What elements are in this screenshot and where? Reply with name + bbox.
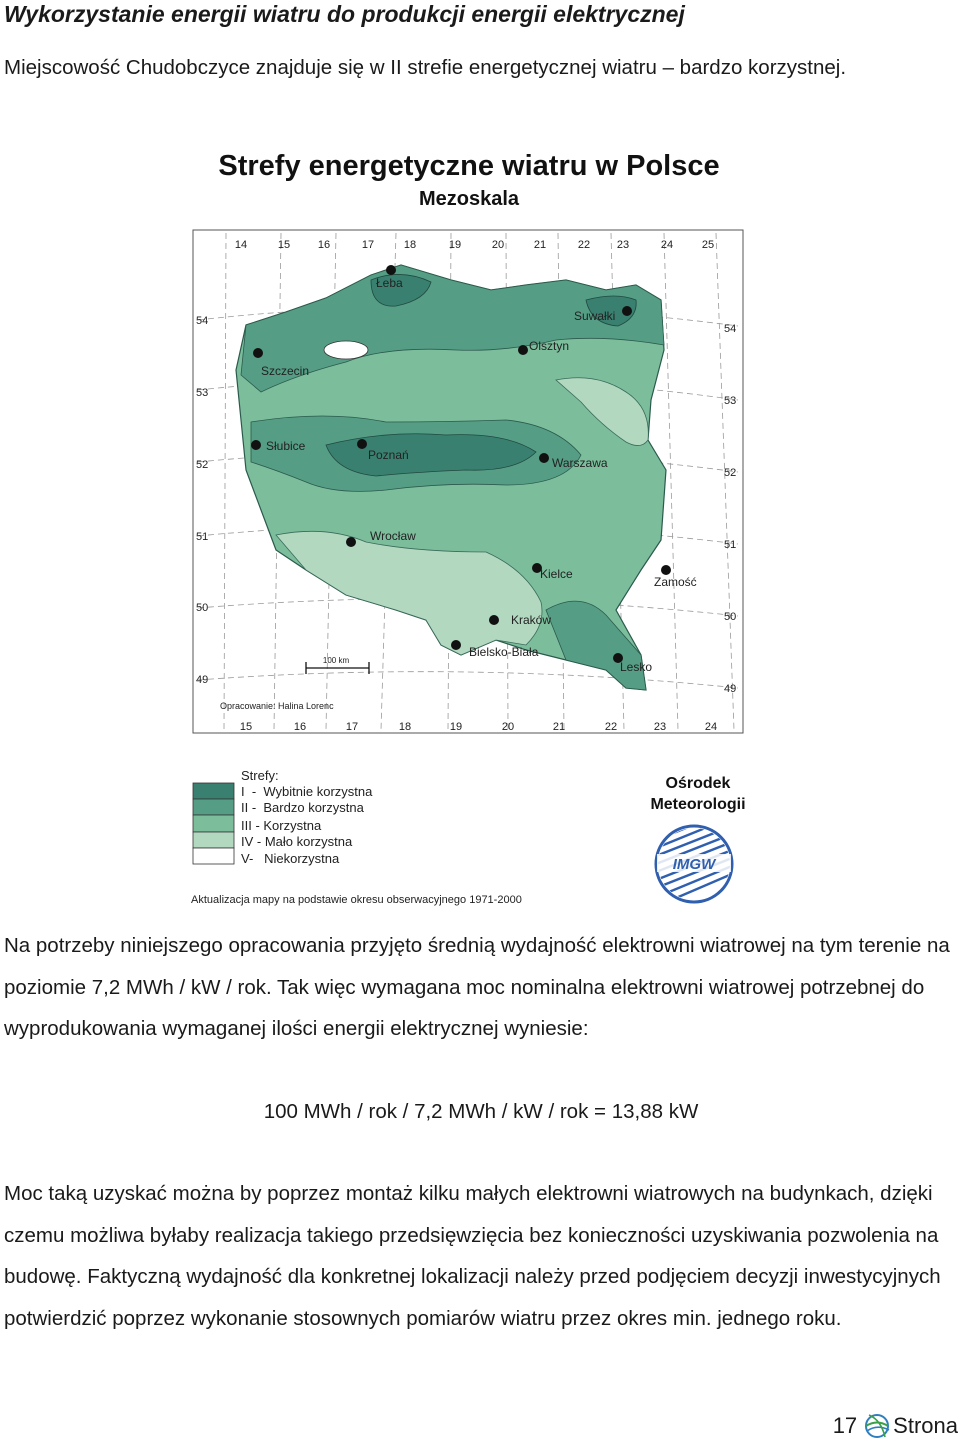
lat-right-label: 54	[724, 323, 737, 335]
intro-paragraph: Miejscowość Chudobczyce znajduje się w II strefie energetycznej wiatru – bardzo korzystnej.	[4, 56, 847, 79]
city-dot-krakow	[489, 615, 499, 625]
lon-top-label: 19	[448, 239, 462, 251]
city-dot-wroclaw	[346, 537, 356, 547]
city-label-szczecin: Szczecin	[261, 364, 310, 378]
scale-label: 100 km	[322, 656, 350, 665]
lon-top-label: 25	[701, 239, 715, 251]
org-name-line2: Meteorologii	[650, 796, 746, 813]
author-label: Opracowanie: Halina Lorenc	[220, 701, 334, 711]
page-number: 17	[832, 1413, 858, 1438]
city-dot-zamosc	[661, 565, 671, 575]
lon-bottom-label: 18	[398, 721, 412, 733]
conclusion-paragraph: Moc taką uzyskać można by poprzez montaż kilku małych elektrowni wiatrowych na budynkach, dzięki czemu możliwa byłaby realizacja takiego przedsięwzięcia bez konieczności uzyskiwania pozwolenia na budowę. Faktyczną wydajność dla konkretnej lokalizacji należy przed podjęciem decyzji inwestycyjnych potwierdzić poprzez wykonanie stosownych pomiarów wiatru przez okres min. jednego roku.	[4, 1182, 941, 1330]
legend-swatch-i	[193, 783, 234, 799]
city-label-olsztyn: Olsztyn	[529, 339, 570, 353]
lon-bottom-label: 19	[449, 721, 463, 733]
legend-label-iv: IV - Mało korzystna	[241, 834, 353, 849]
lon-top-label: 16	[317, 239, 331, 251]
org-name-line1: Ośrodek	[665, 775, 731, 792]
city-label-zamosc: Zamość	[654, 575, 697, 589]
update-note: Aktualizacja mapy na podstawie okresu obserwacyjnego 1971-2000	[191, 894, 522, 906]
lon-top-label: 18	[403, 239, 417, 251]
city-label-lesko: Lesko	[620, 660, 653, 674]
legend-swatch-ii	[193, 799, 234, 815]
lon-top-label: 23	[616, 239, 630, 251]
legend-swatch-v	[193, 848, 234, 864]
city-dot-warszawa	[539, 453, 549, 463]
wind-zones-map-svg	[186, 140, 752, 910]
legend-swatch-iv	[193, 832, 234, 848]
lon-top-label: 14	[234, 239, 248, 251]
map-subtitle: Mezoskala	[418, 188, 520, 210]
city-label-poznan: Poznań	[368, 448, 409, 462]
city-dot-olsztyn	[518, 345, 528, 355]
city-label-suwalki: Suwałki	[574, 309, 616, 323]
map-title: Strefy energetyczne wiatru w Polsce	[218, 150, 720, 182]
capacity-paragraph: Na potrzeby niniejszego opracowania przyjęto średnią wydajność elektrowni wiatrowej na tym terenie na poziomie 7,2 MWh / kW / rok. Tak więc wymagana moc nominalna elektrowni wiatrowej potrzebnej do wyprodukowania wymaganej ilości energii elektrycznej wyniesie:	[4, 934, 950, 1040]
page-label: Strona	[893, 1413, 958, 1438]
lat-right-label: 52	[724, 467, 737, 479]
lat-left-label: 51	[196, 531, 209, 543]
lon-bottom-label: 23	[653, 721, 667, 733]
legend-title: Strefy:	[241, 768, 279, 783]
lon-top-label: 20	[491, 239, 505, 251]
lat-left-label: 53	[196, 387, 209, 399]
city-dot-leba	[386, 265, 396, 275]
imgw-logo-icon	[656, 820, 732, 902]
map-legend	[193, 768, 373, 866]
city-dot-szczecin	[253, 348, 263, 358]
lat-left-label: 52	[196, 459, 209, 471]
legend-label-v: V- Niekorzystna	[241, 851, 340, 866]
legend-label-ii: II - Bardzo korzystna	[241, 800, 364, 815]
capacity-formula: 100 MWh / rok / 7,2 MWh / kW / rok = 13,88 kW	[263, 1100, 699, 1123]
city-label-wroclaw: Wrocław	[370, 529, 416, 543]
lat-left-label: 54	[196, 315, 209, 327]
lat-left-label: 49	[196, 674, 209, 686]
lat-left-label: 50	[196, 602, 209, 614]
city-label-krakow: Kraków	[511, 613, 552, 627]
city-label-leba: Łeba	[376, 276, 403, 290]
globe-logo-icon	[863, 1411, 891, 1441]
lon-bottom-label: 20	[501, 721, 515, 733]
lon-bottom-label: 22	[604, 721, 618, 733]
lon-top-label: 21	[533, 239, 547, 251]
logo-text: IMGW	[672, 856, 716, 873]
lon-top-label: 24	[660, 239, 674, 251]
legend-swatch-iii	[193, 815, 234, 832]
legend-label-iii: III - Korzystna	[241, 818, 322, 833]
lat-right-label: 53	[724, 395, 737, 407]
city-dot-suwalki	[622, 306, 632, 316]
lake	[324, 341, 368, 359]
city-label-kielce: Kielce	[540, 567, 573, 581]
wind-zones-map-figure	[186, 140, 752, 910]
lat-right-label: 49	[724, 683, 737, 695]
page-heading: Wykorzystanie energii wiatru do produkcji energii elektrycznej	[4, 1, 685, 27]
page-footer	[833, 1408, 958, 1444]
lon-bottom-label: 15	[239, 721, 253, 733]
city-dot-poznan	[357, 439, 367, 449]
city-label-warszawa: Warszawa	[552, 456, 608, 470]
city-label-bielsko: Bielsko-Biała	[469, 645, 539, 659]
city-dot-bielsko	[451, 640, 461, 650]
lon-bottom-label: 21	[552, 721, 566, 733]
city-dot-slubice	[251, 440, 261, 450]
lon-top-label: 22	[577, 239, 591, 251]
city-label-slubice: Słubice	[266, 439, 306, 453]
lon-top-label: 15	[277, 239, 291, 251]
lat-right-label: 50	[724, 611, 737, 623]
lon-bottom-label: 24	[704, 721, 718, 733]
lon-bottom-label: 16	[293, 721, 307, 733]
lat-right-label: 51	[724, 539, 737, 551]
lon-top-label: 17	[361, 239, 375, 251]
legend-label-i: I - Wybitnie korzystna	[241, 784, 373, 799]
lon-bottom-label: 17	[345, 721, 359, 733]
